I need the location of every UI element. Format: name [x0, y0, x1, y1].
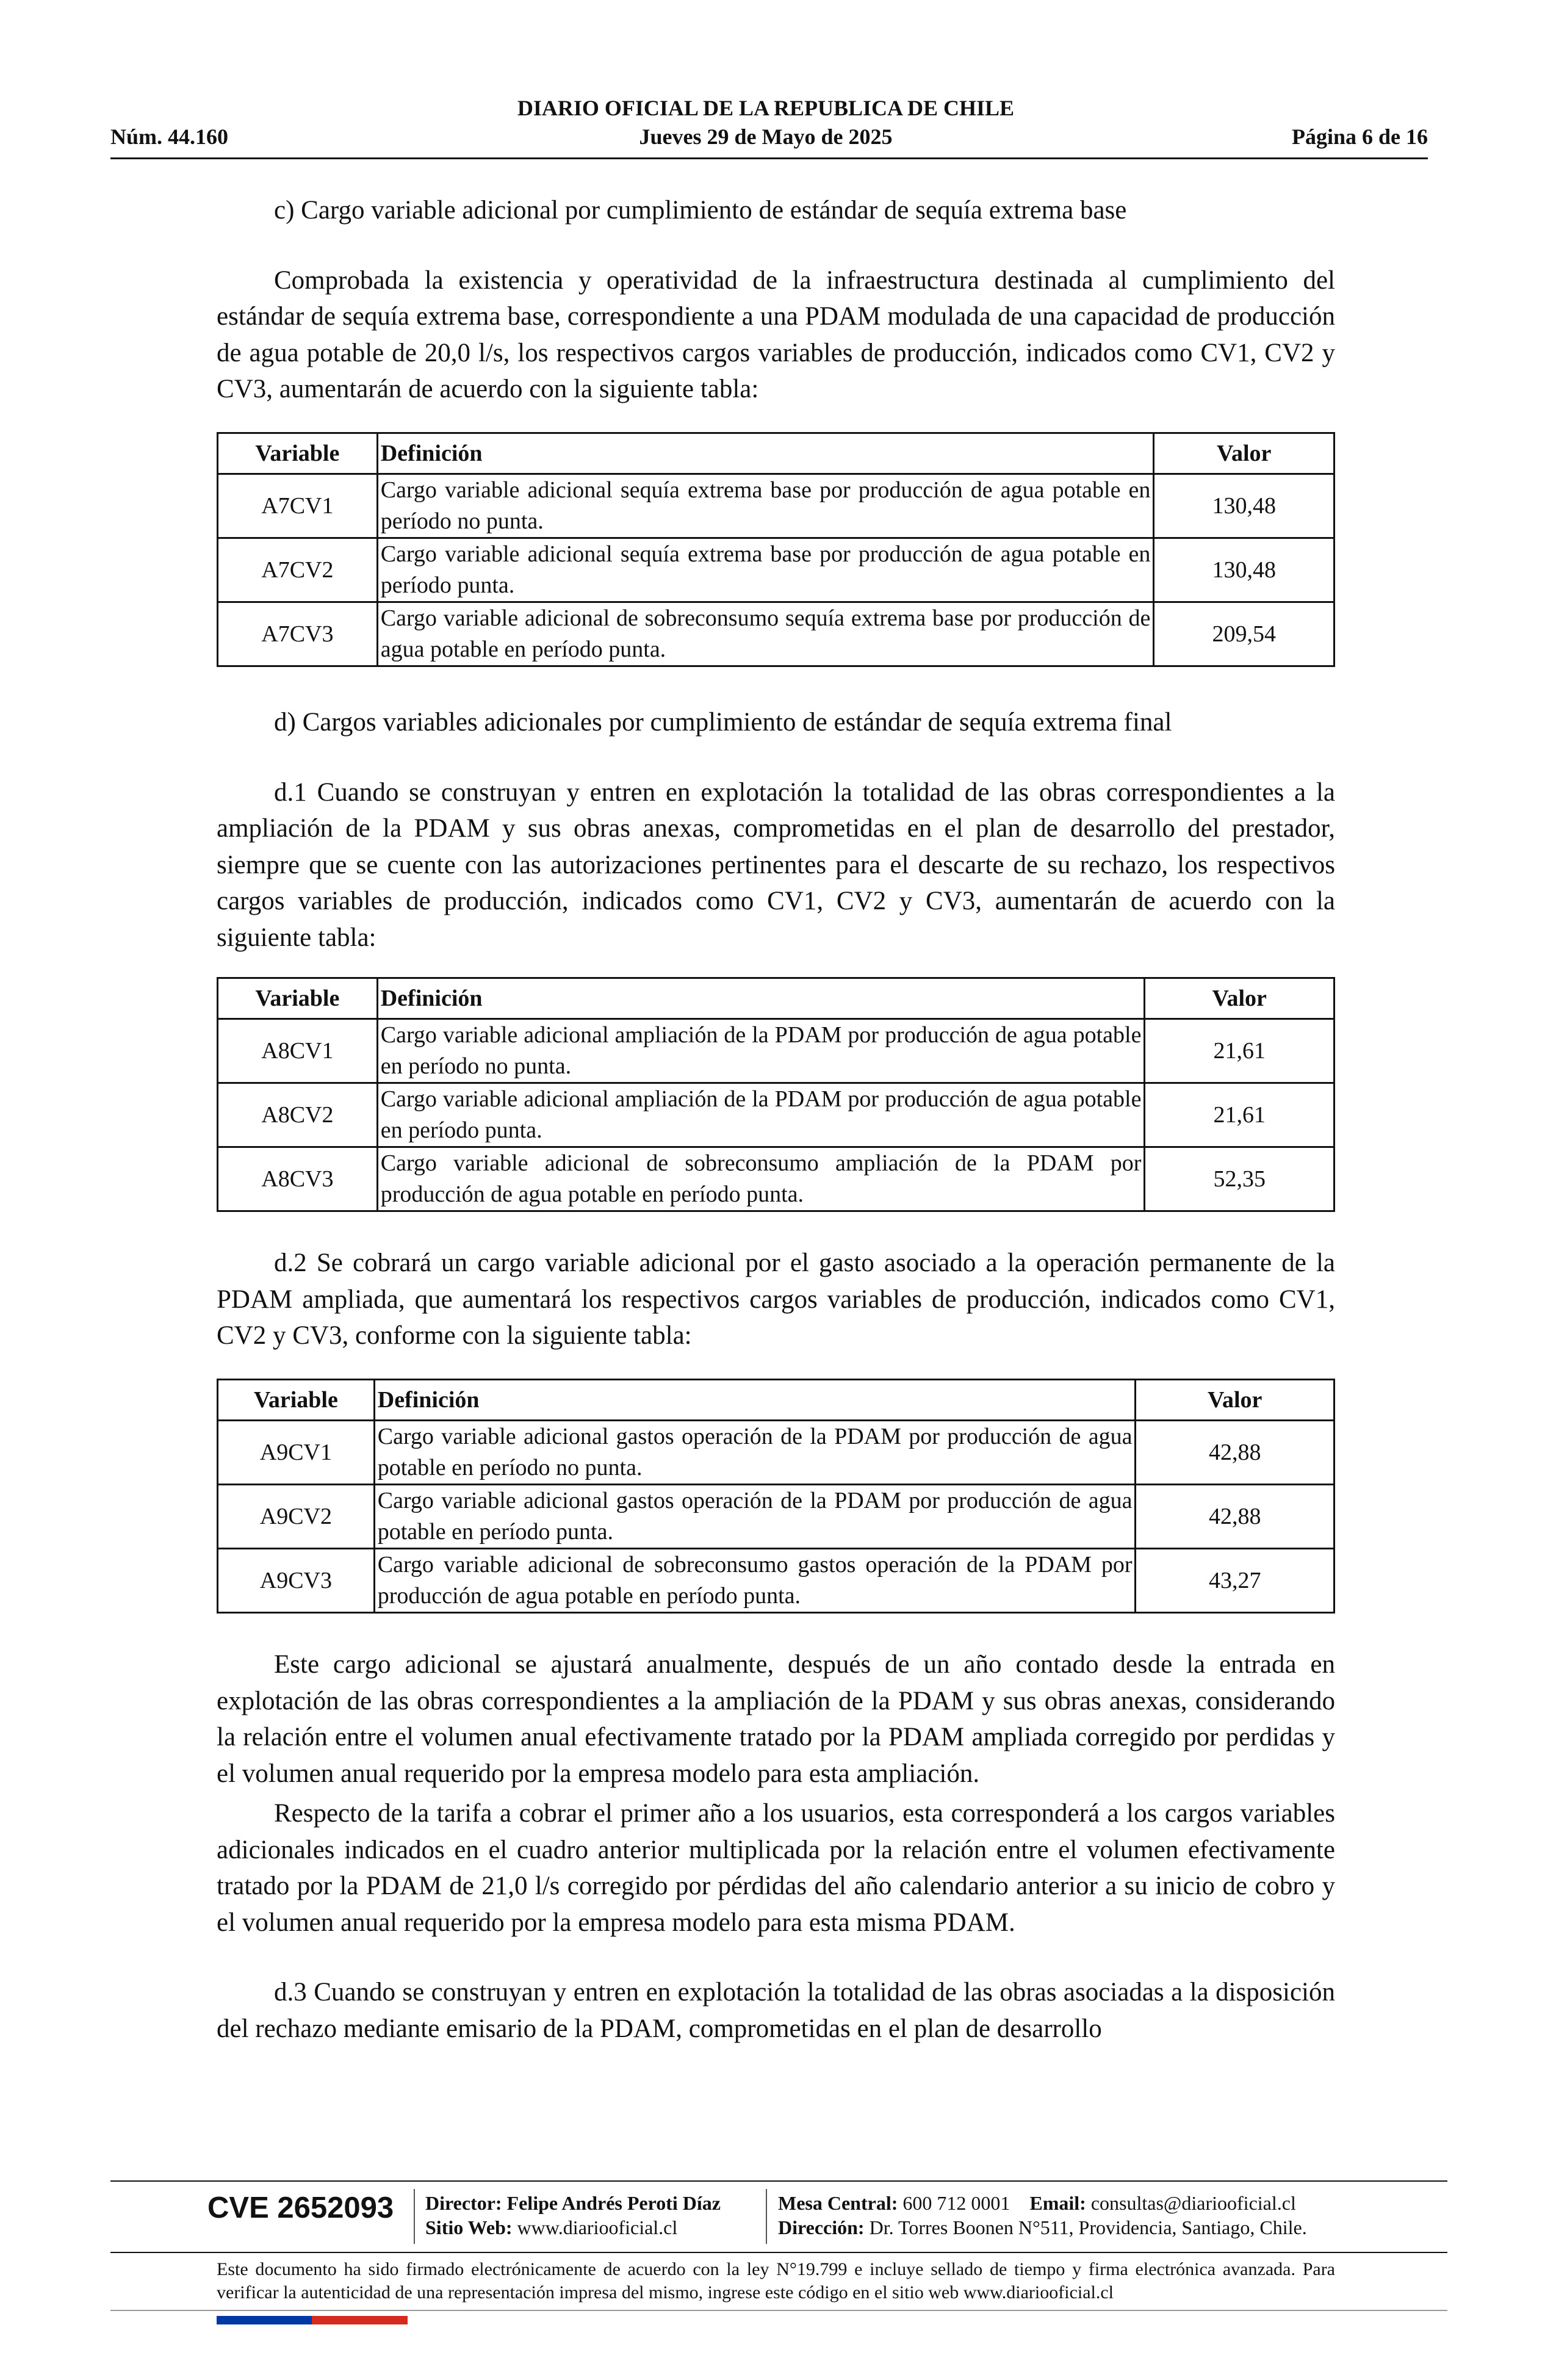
table-header-row: [218, 433, 1334, 474]
issue-date: Jueves 29 de Mayo de 2025: [639, 124, 893, 149]
table-row: [218, 538, 1334, 602]
table-row: [218, 474, 1334, 538]
cell-value: 21,61: [1145, 1083, 1334, 1147]
paragraph-adjustment: Este cargo adicional se ajustará anualmente, después de un año contado desde la entrada en explotación de las obras correspondientes a la ampliación de la PDAM y sus obras anexas, considerando la relación entre el volumen anual efectivamente tratado por la PDAM ampliada corregido por perdidas y el volumen anual requerido por la empresa modelo para esta ampliación.: [217, 1650, 1335, 1788]
header-value: Valor: [1136, 1380, 1334, 1421]
header-value: Valor: [1154, 433, 1334, 474]
paragraph-d1: d.1 Cuando se construyan y entren en explotación la totalidad de las obras correspondientes a la ampliación de la PDAM y sus obras anexas, comprometidas en el plan de desarrollo del prestador, siempre que se cuente con las autorizaciones pertinentes para el descarte de su rechazo, los respectivos cargos variables de producción, indicados como CV1, CV2 y CV3, aumentarán de acuerdo con la siguiente tabla:: [217, 777, 1335, 952]
cell-variable: A7CV1: [218, 474, 378, 538]
mesa-phone: 600 712 0001: [902, 2192, 1010, 2214]
cell-definition: Cargo variable adicional ampliación de la PDAM por producción de agua potable en período no punta.: [377, 1019, 1145, 1083]
section-d2-notes: [217, 1646, 1335, 2047]
email-link[interactable]: consultas@diariooficial.cl: [1090, 2192, 1296, 2214]
cell-definition: Cargo variable adicional sequía extrema base por producción de agua potable en período punta.: [377, 538, 1154, 602]
section-d-heading: d) Cargos variables adicionales por cumplimiento de estándar de sequía extrema final: [274, 708, 1172, 737]
section-c-heading: c) Cargo variable adicional por cumplimiento de estándar de sequía extrema base: [274, 196, 1127, 225]
table-row: [218, 1147, 1334, 1211]
cell-variable: A7CV3: [218, 602, 378, 666]
cell-definition: Cargo variable adicional gastos operación de la PDAM por producción de agua potable en período no punta.: [374, 1421, 1136, 1485]
header-variable: Variable: [218, 978, 378, 1019]
table-row: [218, 1485, 1334, 1549]
footer-divider-final: [110, 2310, 1447, 2311]
cell-definition: Cargo variable adicional de sobreconsumo sequía extrema base por producción de agua potable en período punta.: [377, 602, 1154, 666]
publication-title: DIARIO OFICIAL DE LA REPUBLICA DE CHILE: [517, 96, 1015, 120]
cell-definition: Cargo variable adicional de sobreconsumo ampliación de la PDAM por producción de agua potable en período punta.: [377, 1147, 1145, 1211]
address: Dr. Torres Boonen N°511, Providencia, Santiago, Chile.: [869, 2216, 1307, 2238]
cell-definition: Cargo variable adicional sequía extrema base por producción de agua potable en período no punta.: [377, 474, 1154, 538]
address-label: Dirección:: [778, 2216, 865, 2238]
header-divider: [110, 157, 1428, 159]
cell-value: 130,48: [1154, 538, 1334, 602]
issue-number: Núm. 44.160: [110, 124, 229, 149]
header-definition: Definición: [377, 978, 1145, 1019]
cell-variable: A9CV3: [218, 1549, 375, 1613]
flag-stripe-red: [312, 2316, 408, 2324]
director-label: Director:: [425, 2192, 502, 2214]
cell-value: 52,35: [1145, 1147, 1334, 1211]
footer-divider-bottom: [110, 2252, 1447, 2253]
email-label: Email:: [1029, 2192, 1086, 2214]
signature-note: Este documento ha sido firmado electrónicamente de acuerdo con la ley N°19.799 e incluye sellado de tiempo y firma electrónica avanzada. Para verificar la autenticidad de una representación impresa del mismo, ingrese este código en el sitio web www.diariooficial.cl: [217, 2259, 1335, 2302]
header-definition: Definición: [377, 433, 1154, 474]
cell-variable: A9CV2: [218, 1485, 375, 1549]
table-header-row: [218, 978, 1334, 1019]
table-a8: [217, 977, 1335, 1212]
page-number: Página 6 de 16: [1291, 124, 1428, 149]
mesa-label: Mesa Central:: [778, 2192, 898, 2214]
website-link[interactable]: www.diariooficial.cl: [517, 2216, 678, 2238]
section-d: [217, 704, 1335, 956]
cell-definition: Cargo variable adicional de sobreconsumo gastos operación de la PDAM por producción de agua potable en período punta.: [374, 1549, 1136, 1613]
footer-separator: [414, 2189, 415, 2244]
table-a7: [217, 432, 1335, 667]
table-a9: [217, 1379, 1335, 1614]
header-definition: Definición: [374, 1380, 1136, 1421]
header-variable: Variable: [218, 1380, 375, 1421]
director-name: Felipe Andrés Peroti Díaz: [506, 2192, 721, 2214]
cell-variable: A8CV3: [218, 1147, 378, 1211]
footer-separator: [766, 2189, 767, 2244]
header-value: Valor: [1145, 978, 1334, 1019]
cell-definition: Cargo variable adicional ampliación de la PDAM por producción de agua potable en período punta.: [377, 1083, 1145, 1147]
table-header-row: [218, 1380, 1334, 1421]
cell-variable: A9CV1: [218, 1421, 375, 1485]
section-c: [217, 192, 1335, 408]
cell-value: 42,88: [1136, 1421, 1334, 1485]
table-row: [218, 1019, 1334, 1083]
table-row: [218, 1549, 1334, 1613]
cell-variable: A8CV2: [218, 1083, 378, 1147]
section-c-paragraph: Comprobada la existencia y operatividad de la infraestructura destinada al cumplimiento del estándar de sequía extrema base, correspondiente a una PDAM modulada de una capacidad de producción de agua potable de 20,0 l/s, los respectivos cargos variables de producción, indicados como CV1, CV2 y CV3, aumentarán de acuerdo con la siguiente tabla:: [217, 265, 1335, 403]
cell-variable: A7CV2: [218, 538, 378, 602]
footer-divider-top: [110, 2180, 1447, 2182]
table-row: [218, 602, 1334, 666]
cell-definition: Cargo variable adicional gastos operación de la PDAM por producción de agua potable en período punta.: [374, 1485, 1136, 1549]
footer-contact-block: [778, 2191, 1307, 2240]
flag-stripe-blue: [217, 2316, 312, 2324]
cve-code: CVE 2652093: [207, 2191, 394, 2224]
website-label: Sitio Web:: [425, 2216, 513, 2238]
cell-value: 21,61: [1145, 1019, 1334, 1083]
header-variable: Variable: [218, 433, 378, 474]
cell-value: 130,48: [1154, 474, 1334, 538]
cell-variable: A8CV1: [218, 1019, 378, 1083]
paragraph-d2: d.2 Se cobrará un cargo variable adicional por el gasto asociado a la operación permanente de la PDAM ampliada, que aumentará los respectivos cargos variables de producción, indicados como CV1, CV2 y CV3, conforme con la siguiente tabla:: [217, 1249, 1335, 1350]
cell-value: 43,27: [1136, 1549, 1334, 1613]
cell-value: 42,88: [1136, 1485, 1334, 1549]
paragraph-first-year: Respecto de la tarifa a cobrar el primer año a los usuarios, esta corresponderá a los cargos variables adicionales indicados en el cuadro anterior multiplicada por la relación entre el volumen efectivamente tratado por la PDAM de 21,0 l/s corregido por pérdidas del año calendario anterior a su inicio de cobro y el volumen anual requerido por la empresa modelo para esta misma PDAM.: [217, 1799, 1335, 1937]
section-d2: [217, 1245, 1335, 1354]
footer-director-block: [425, 2191, 721, 2240]
table-row: [218, 1083, 1334, 1147]
table-row: [218, 1421, 1334, 1485]
paragraph-d3: d.3 Cuando se construyan y entren en explotación la totalidad de las obras asociadas a la disposición del rechazo mediante emisario de la PDAM, comprometidas en el plan de desarrollo: [217, 1978, 1335, 2043]
cell-value: 209,54: [1154, 602, 1334, 666]
